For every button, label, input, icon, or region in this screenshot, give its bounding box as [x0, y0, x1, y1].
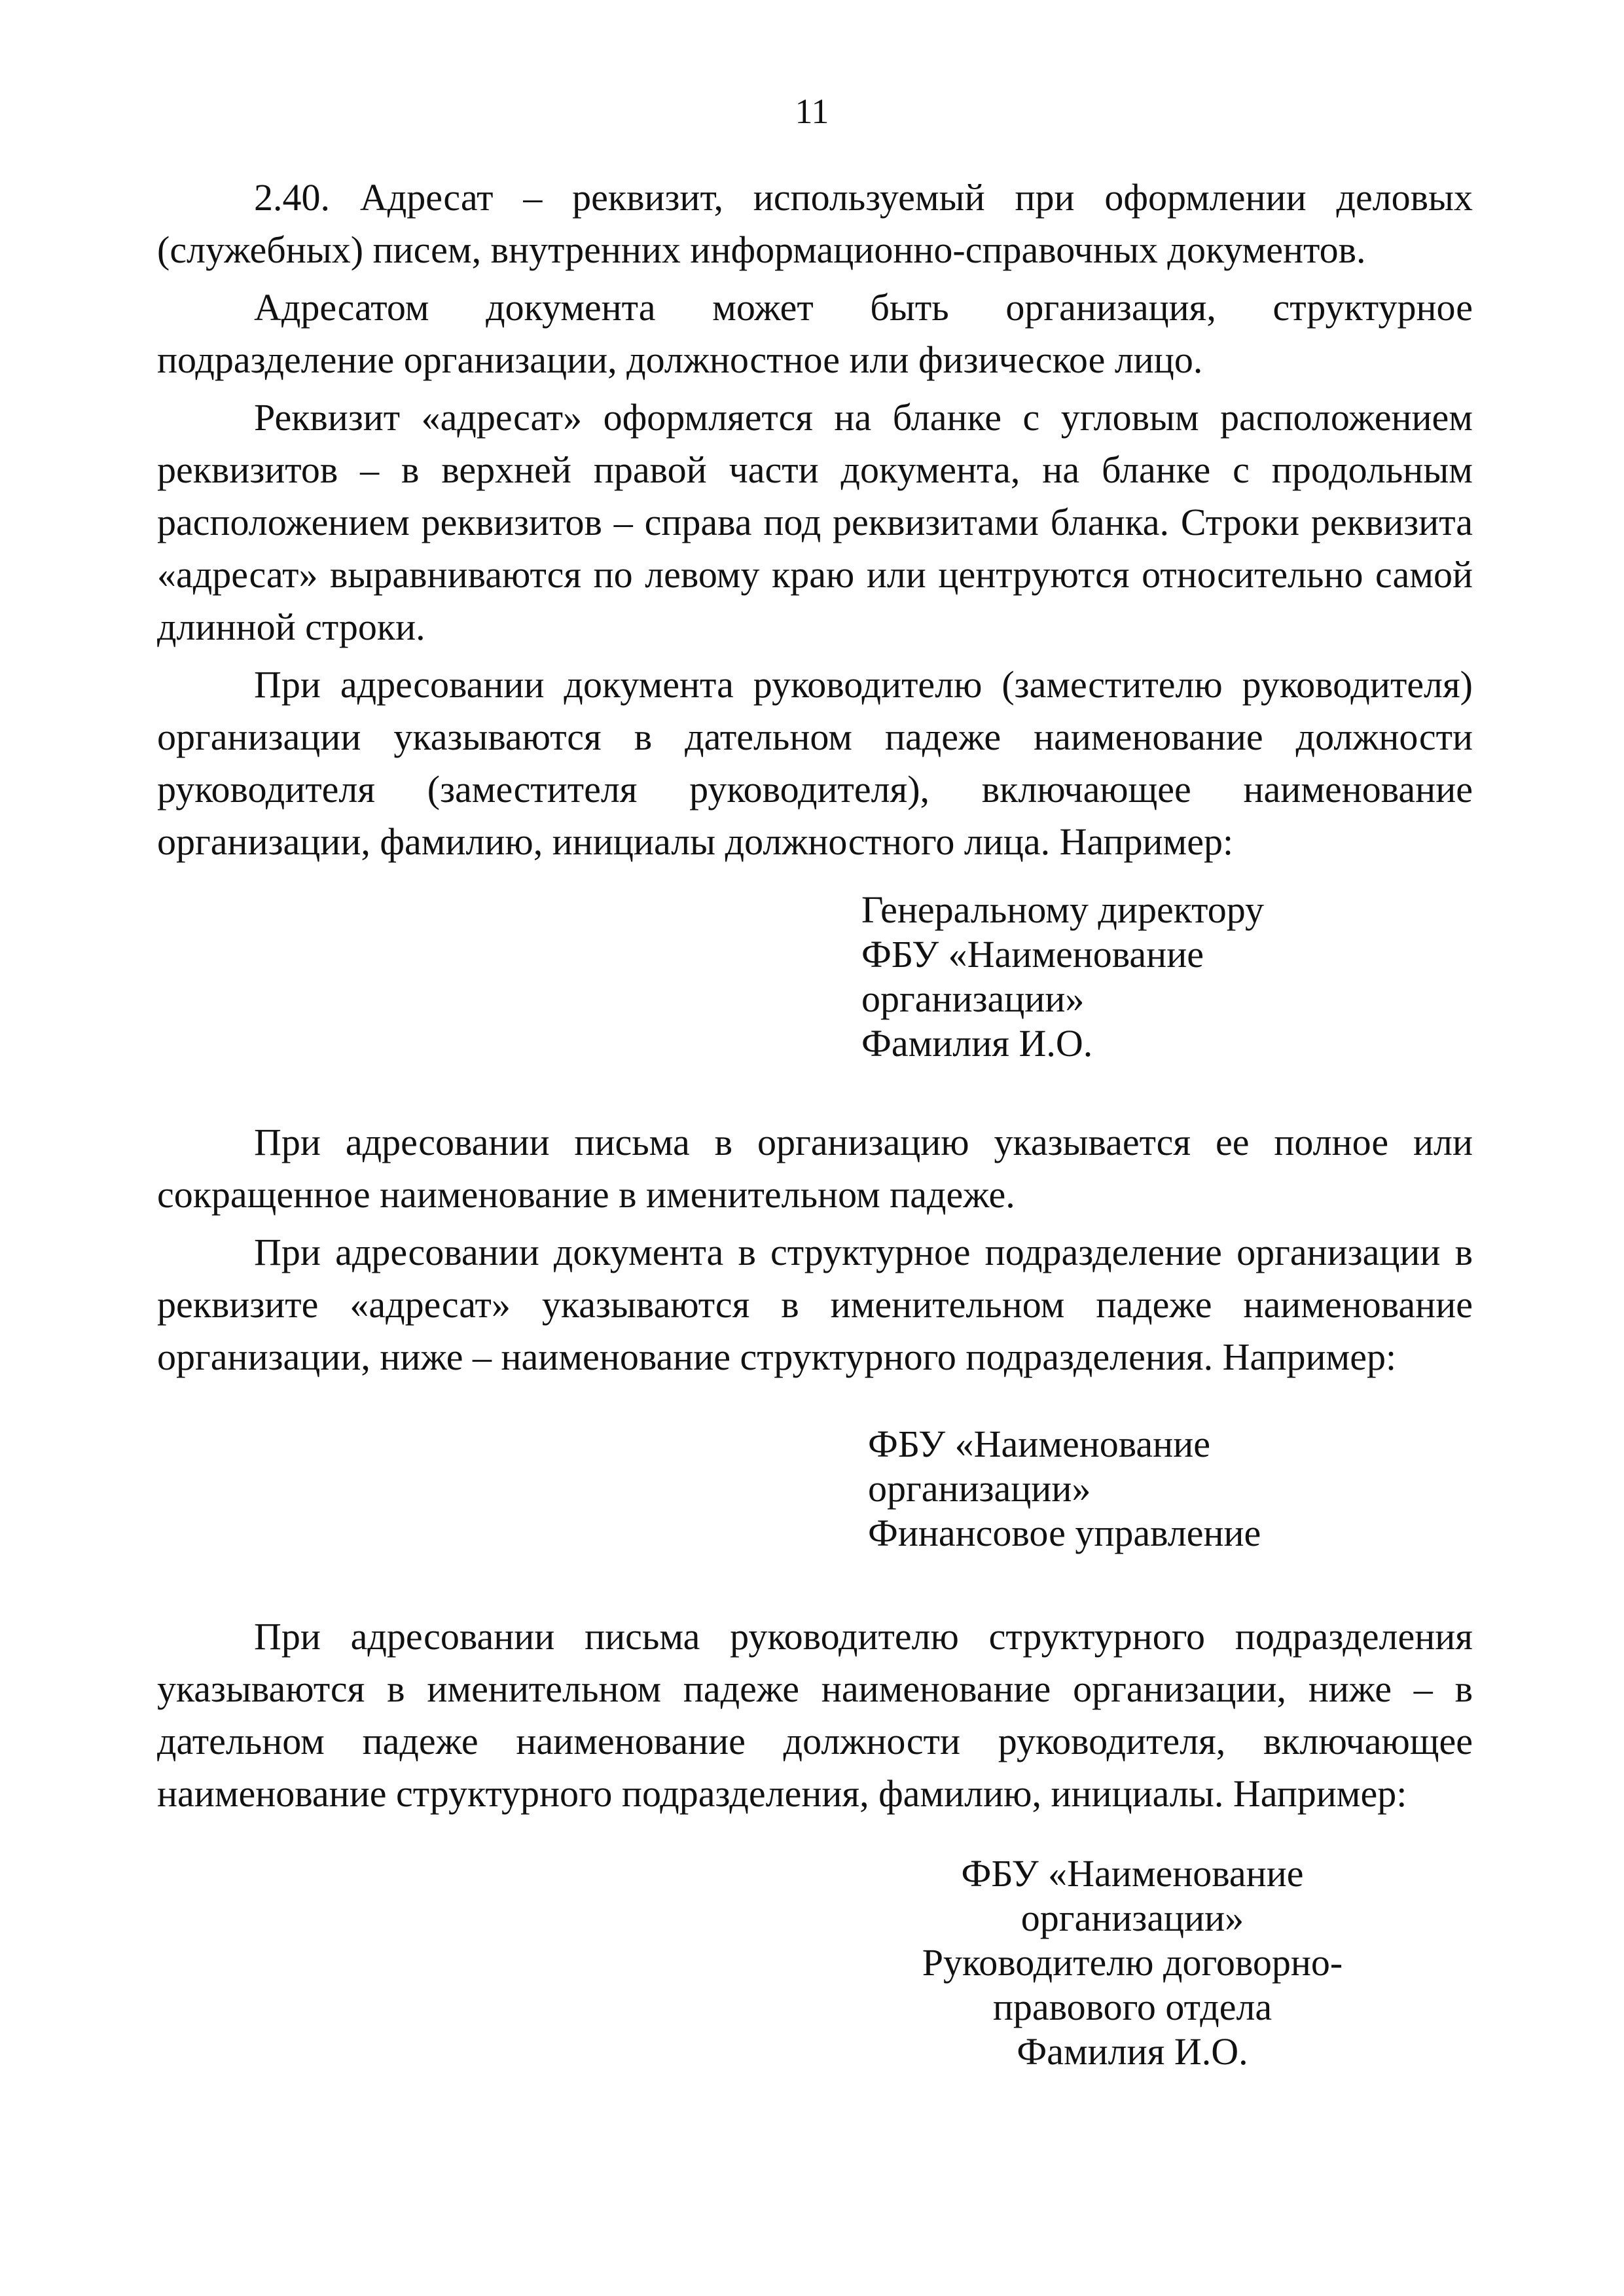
- address-line: Финансовое управление: [868, 1512, 1261, 1554]
- address-line: организации»: [861, 977, 1085, 1020]
- paragraph-addressee-definition: 2.40. Адресат – реквизит, используемый при оформлении деловых (служебных) писем, внутренних информационно-справочных документов.: [157, 176, 1473, 271]
- address-line: Фамилия И.О.: [1017, 2030, 1248, 2073]
- paragraph-addressee-types: Адресатом документа может быть организация, структурное подразделение организации, должностное или физическое лицо.: [157, 286, 1473, 381]
- address-line: ФБУ «Наименование: [961, 1852, 1304, 1895]
- example-address-department: [868, 1422, 1261, 1556]
- page-number: 11: [795, 92, 829, 131]
- organization-addressing-text: [157, 1116, 1473, 1383]
- address-line: ФБУ «Наименование: [868, 1423, 1210, 1465]
- address-line: Руководителю договорно-: [922, 1941, 1343, 1984]
- address-line: организации»: [1020, 1897, 1244, 1939]
- department-head-addressing-text: [157, 1611, 1473, 1820]
- paragraph-addressing-department-head: При адресовании письма руководителю структурного подразделения указываются в именительном падеже наименование организации, ниже – в дательном падеже наименование должности руководителя, включающее наименование структурного подразделения, фамилию, инициалы. Например:: [157, 1615, 1473, 1815]
- address-line: Фамилия И.О.: [861, 1022, 1093, 1065]
- address-line: организации»: [868, 1467, 1091, 1510]
- address-line: правового отдела: [992, 1986, 1272, 2028]
- address-line: Генеральному директору: [861, 888, 1264, 931]
- address-line: ФБУ «Наименование: [861, 933, 1204, 975]
- section-2-40-text: [157, 172, 1473, 868]
- paragraph-addressing-department: При адресовании документа в структурное подразделение организации в реквизите «адресат» указываются в именительном падеже наименование организации, ниже – наименование структурного подразделения. Например:: [157, 1231, 1473, 1378]
- paragraph-addressing-head: При адресовании документа руководителю (заместителю руководителя) организации указываются в дательном падеже наименование должности руководителя (заместителя руководителя), включающее наименование организации, фамилию, инициалы должностного лица. Например:: [157, 663, 1473, 863]
- example-address-director: [861, 888, 1264, 1066]
- paragraph-addressee-placement: Реквизит «адресат» оформляется на бланке с угловым расположением реквизитов – в верхней правой части документа, на бланке с продольным расположением реквизитов – справа под реквизитами бланка. Строки реквизита «адресат» выравниваются по левому краю или центруются относительно самой длинной строки.: [157, 396, 1473, 648]
- paragraph-addressing-organization: При адресовании письма в организацию указывается ее полное или сокращенное наименование в именительном падеже.: [157, 1121, 1473, 1216]
- example-address-department-head: [884, 1851, 1381, 2074]
